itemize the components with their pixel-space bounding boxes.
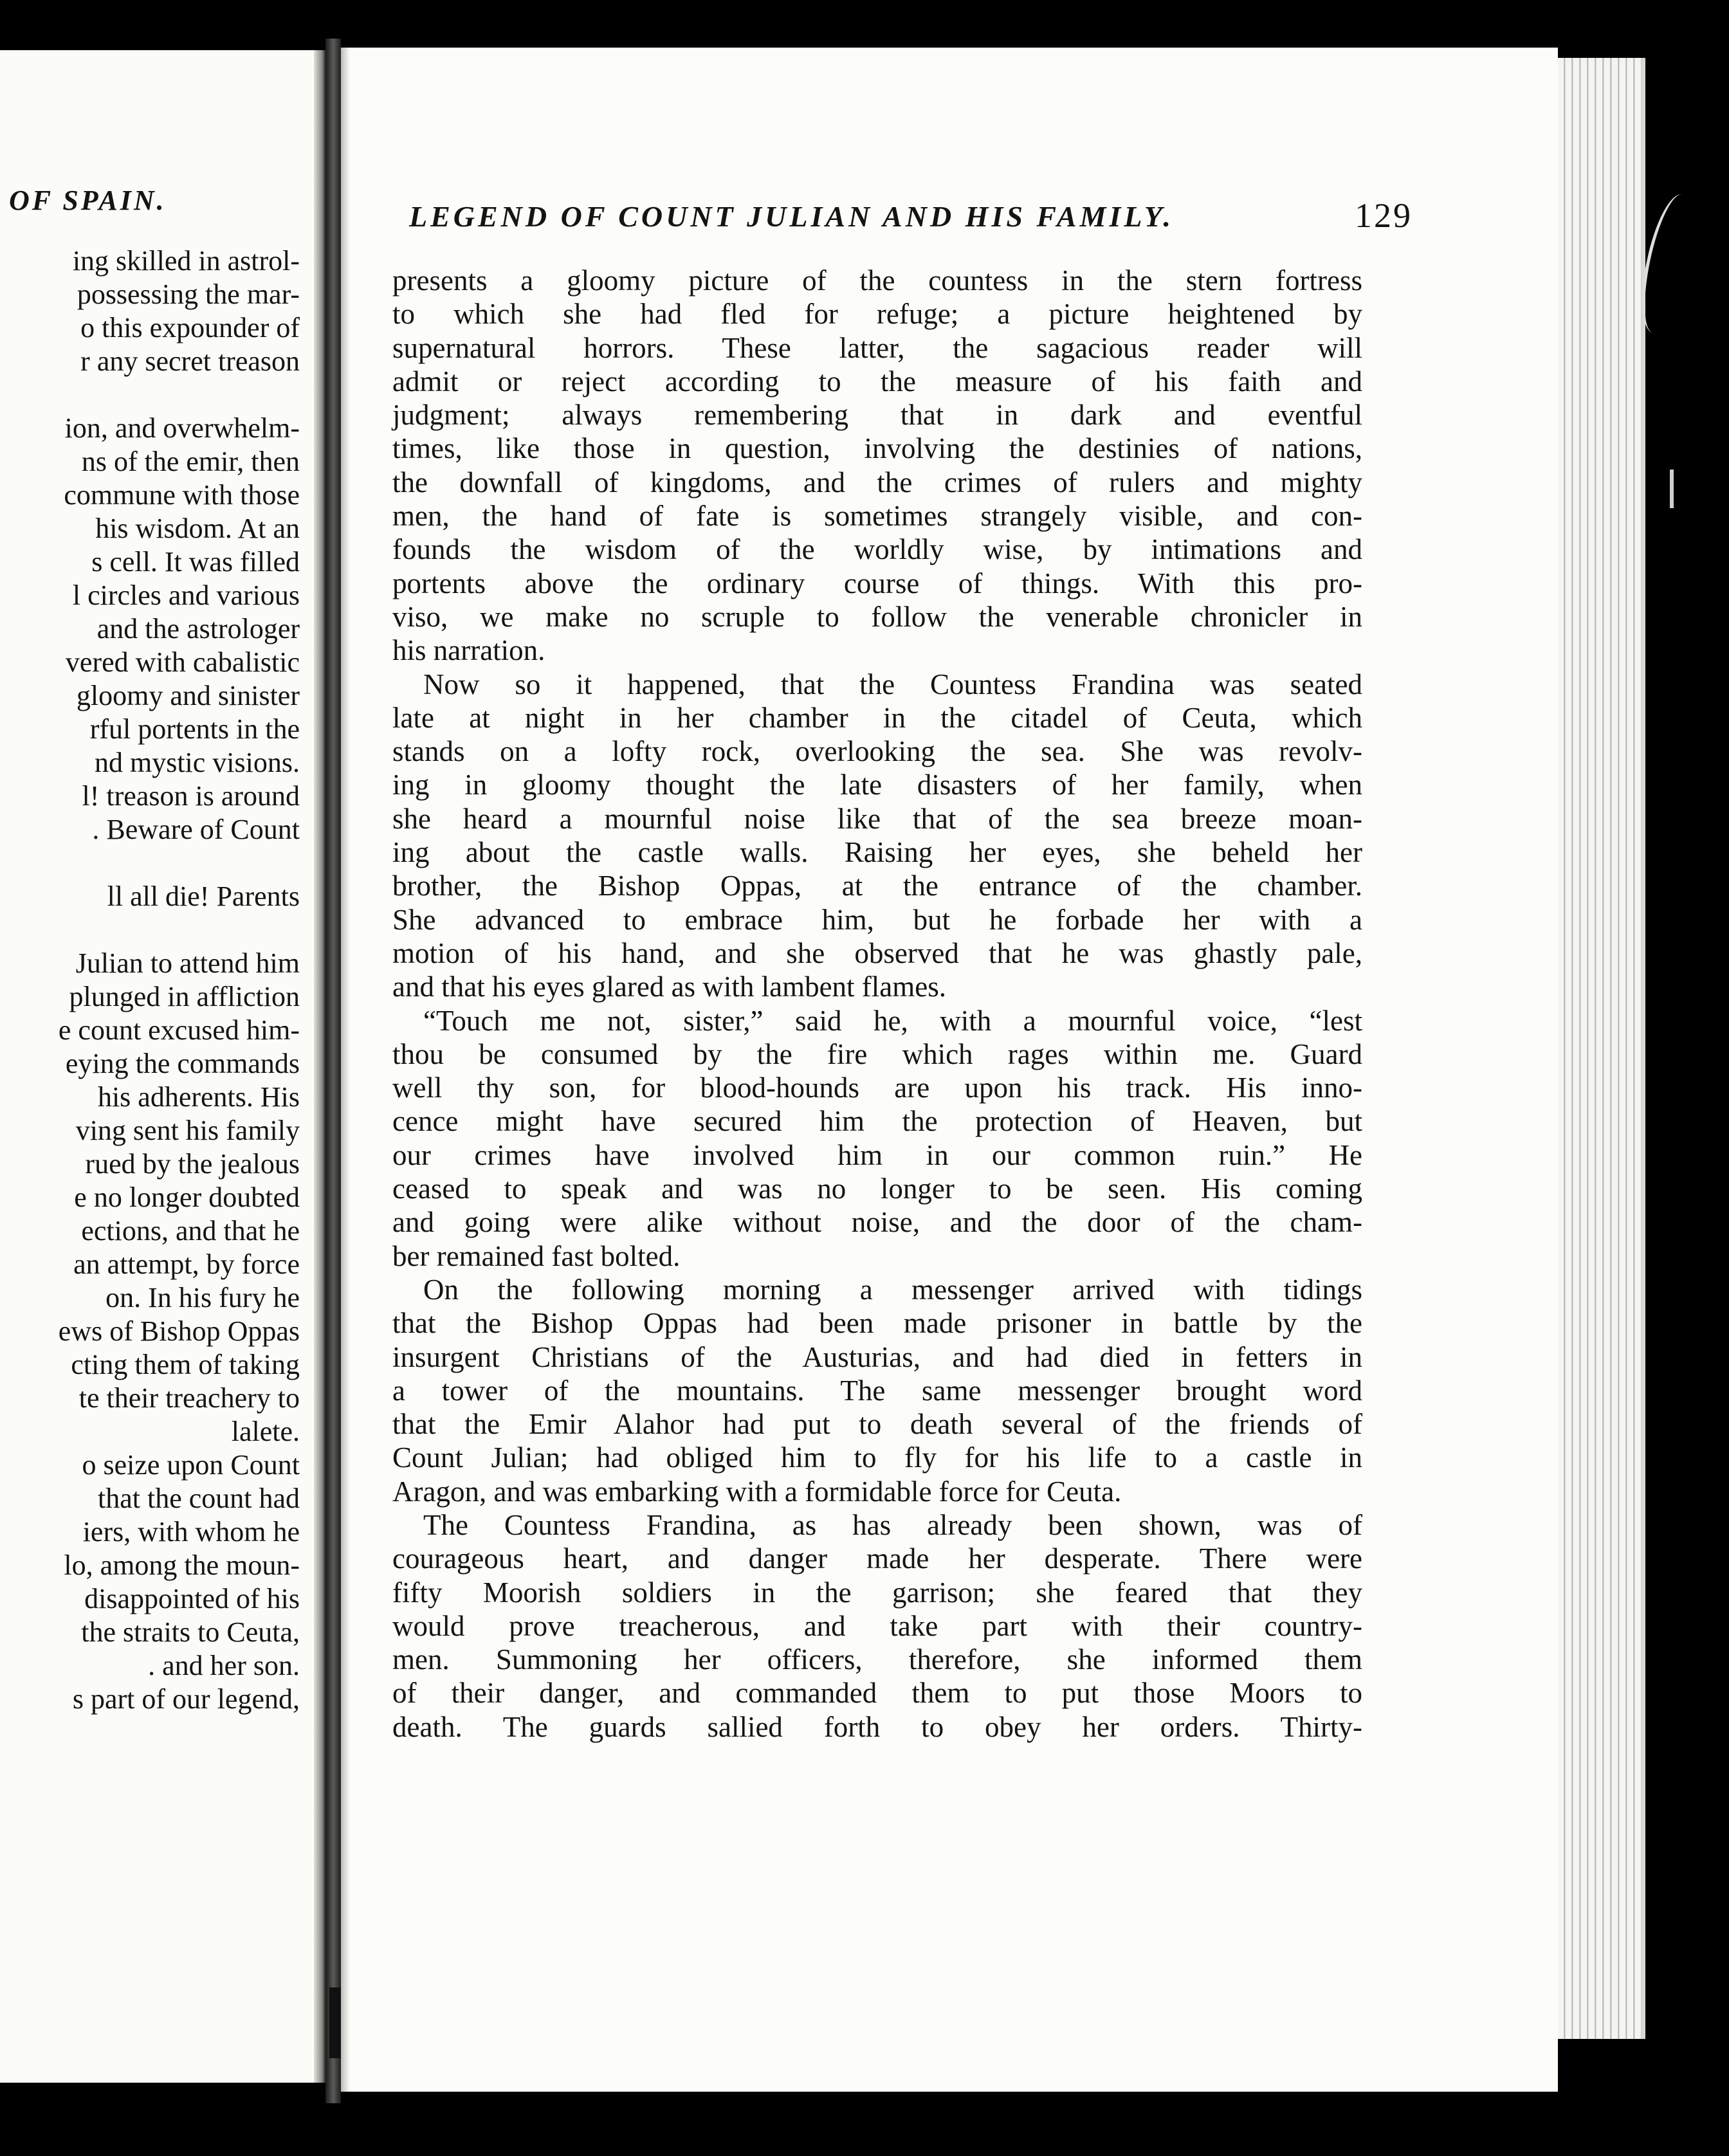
left-text-line: l! treason is around [82, 780, 300, 812]
text-line: founds the wisdom of the worldly wise, by intimations and [392, 533, 1362, 566]
running-head-title: LEGEND OF COUNT JULIAN AND HIS FAMILY. [409, 200, 1174, 233]
book-gutter [325, 39, 341, 2103]
text-line: On the following morning a messenger arrived with tidings [423, 1273, 1362, 1306]
left-running-head: OF SPAIN. [9, 185, 167, 216]
left-text-line: . and her son. [148, 1650, 300, 1681]
left-text-line: and the astrologer [96, 613, 300, 644]
text-line: she heard a mournful noise like that of the sea breeze moan- [392, 802, 1362, 835]
left-text-line: rued by the jealous [85, 1148, 300, 1180]
left-text-line: ns of the emir, then [81, 446, 300, 477]
left-text-line: his wisdom. At an [95, 513, 300, 544]
text-line: brother, the Bishop Oppas, at the entrance of the chamber. [392, 870, 1362, 902]
left-text-line: . Beware of Count [92, 814, 300, 845]
left-text-line: r any secret treason [80, 345, 300, 377]
left-text-line: ving sent his family [75, 1115, 300, 1146]
text-line: The Countess Frandina, as has already been shown, was of [423, 1508, 1362, 1541]
left-text-line: commune with those [64, 479, 300, 511]
text-line: that the Bishop Oppas had been made prisoner in battle by the [392, 1307, 1362, 1340]
text-line: death. The guards sallied forth to obey her orders. Thirty- [392, 1710, 1362, 1743]
text-line: that the Emir Alahor had put to death several of the friends of [392, 1408, 1362, 1441]
left-text-line: Julian to attend him [75, 947, 300, 979]
left-text-line: o this expounder of [80, 312, 300, 343]
text-line: to which she had fled for refuge; a picture heightened by [392, 298, 1362, 331]
left-page-spine-shadow [314, 50, 325, 2083]
text-line: of their danger, and commanded them to put those Moors to [392, 1677, 1362, 1710]
left-text-line: s cell. It was filled [91, 546, 300, 578]
text-line: and that his eyes glared as with lambent flames. [392, 971, 946, 1003]
text-line: motion of his hand, and she observed that he was ghastly pale, [392, 936, 1362, 969]
text-line: viso, we make no scruple to follow the venerable chronicler in [392, 600, 1362, 633]
text-line: the downfall of kingdoms, and the crimes of rulers and mighty [392, 466, 1362, 498]
text-line: would prove treacherous, and take part with their country- [392, 1609, 1362, 1642]
text-line: well thy son, for blood-hounds are upon his track. His inno- [392, 1072, 1362, 1104]
text-line: Aragon, and was embarking with a formidable force for Ceuta. [392, 1475, 1122, 1508]
left-text-line [59, 913, 300, 947]
text-line: presents a gloomy picture of the countess in the stern fortress [392, 264, 1362, 297]
left-text-line: disappointed of his [84, 1583, 300, 1614]
left-text-line: o seize upon Count [82, 1449, 300, 1481]
right-page [341, 48, 1558, 2092]
text-line: ing in gloomy thought the late disasters of her family, when [392, 769, 1362, 801]
left-text-line: nd mystic visions. [94, 747, 300, 778]
text-line: cence might have secured him the protection of Heaven, but [392, 1105, 1362, 1138]
left-text-line: eying the commands [65, 1048, 300, 1079]
text-line: fifty Moorish soldiers in the garrison; she feared that they [392, 1576, 1362, 1609]
text-line: portents above the ordinary course of things. With this pro- [392, 567, 1362, 599]
left-text-line: rful portents in the [89, 713, 300, 745]
text-line: late at night in her chamber in the citadel of Ceuta, which [392, 701, 1362, 734]
text-line: admit or reject according to the measure of his faith and [392, 365, 1362, 397]
left-text-line: his adherents. His [97, 1081, 300, 1113]
left-page [0, 50, 325, 2083]
right-page-spine-shadow [341, 48, 350, 2092]
body-text [392, 264, 1362, 1744]
left-text-line: on. In his fury he [105, 1282, 300, 1313]
left-text-line: ections, and that he [81, 1215, 300, 1247]
text-line: a tower of the mountains. The same messenger brought word [392, 1374, 1362, 1407]
text-line: ing about the castle walls. Raising her eyes, she beheld her [392, 836, 1362, 869]
text-line: insurgent Christians of the Austurias, and had died in fetters in [392, 1340, 1362, 1373]
left-text-line: vered with cabalistic [65, 646, 300, 678]
page-edge-mark [1670, 470, 1674, 508]
page-number: 129 [1355, 196, 1413, 235]
left-text-line: an attempt, by force [73, 1248, 300, 1280]
text-line: judgment; always remembering that in dark and eventful [392, 399, 1362, 432]
text-line: ceased to speak and was no longer to be seen. His coming [392, 1173, 1362, 1205]
text-line: men, the hand of fate is sometimes strangely visible, and con- [392, 500, 1362, 533]
text-line: courageous heart, and danger made her desperate. There were [392, 1542, 1362, 1575]
left-text-line: e no longer doubted [74, 1182, 300, 1213]
left-text-line: s part of our legend, [72, 1683, 300, 1715]
text-line: our crimes have involved him in our common ruin.” He [392, 1138, 1362, 1171]
left-text-line: gloomy and sinister [76, 680, 300, 711]
text-line: supernatural horrors. These latter, the sagacious reader will [392, 331, 1362, 364]
left-text-line [59, 378, 300, 412]
text-line: Now so it happened, that the Countess Frandina was seated [423, 668, 1362, 700]
left-text-line: iers, with whom he [82, 1516, 300, 1548]
text-line: his narration. [392, 634, 545, 667]
left-text-line: l circles and various [72, 580, 300, 611]
text-line: ber remained fast bolted. [392, 1239, 681, 1272]
left-text-line: te their treachery to [78, 1382, 300, 1414]
text-line: times, like those in question, involving the destinies of nations, [392, 432, 1362, 465]
left-text-line: ing skilled in astrol- [72, 245, 300, 277]
left-page-text [59, 244, 300, 1716]
left-text-line: ll all die! Parents [107, 881, 300, 912]
text-line: stands on a lofty rock, overlooking the sea. She was revolv- [392, 735, 1362, 768]
left-text-line: plunged in affliction [69, 981, 300, 1012]
left-text-line: that the count had [97, 1483, 300, 1514]
text-line: “Touch me not, sister,” said he, with a mournful voice, “lest [423, 1004, 1362, 1037]
text-line: and going were alike without noise, and the door of the cham- [392, 1206, 1362, 1239]
text-line: men. Summoning her officers, therefore, she informed them [392, 1643, 1362, 1676]
left-text-line: cting them of taking [71, 1349, 300, 1380]
left-text-line: ion, and overwhelm- [64, 412, 300, 444]
text-line: She advanced to embrace him, but he forbade her with a [392, 903, 1362, 936]
left-text-line: the straits to Ceuta, [81, 1616, 300, 1648]
running-head [409, 196, 1413, 238]
left-text-line: lo, among the moun- [64, 1549, 300, 1581]
left-text-line: ews of Bishop Oppas [58, 1315, 300, 1347]
left-text-line: e count excused him- [58, 1014, 300, 1046]
text-line: thou be consumed by the fire which rages within me. Guard [392, 1037, 1362, 1070]
left-text-line [59, 846, 300, 880]
left-text-line: possessing the mar- [77, 279, 300, 310]
text-line: Count Julian; had obliged him to fly for his life to a castle in [392, 1441, 1362, 1474]
page-edge-stack [1558, 58, 1645, 2039]
left-text-line: lalete. [231, 1416, 300, 1447]
